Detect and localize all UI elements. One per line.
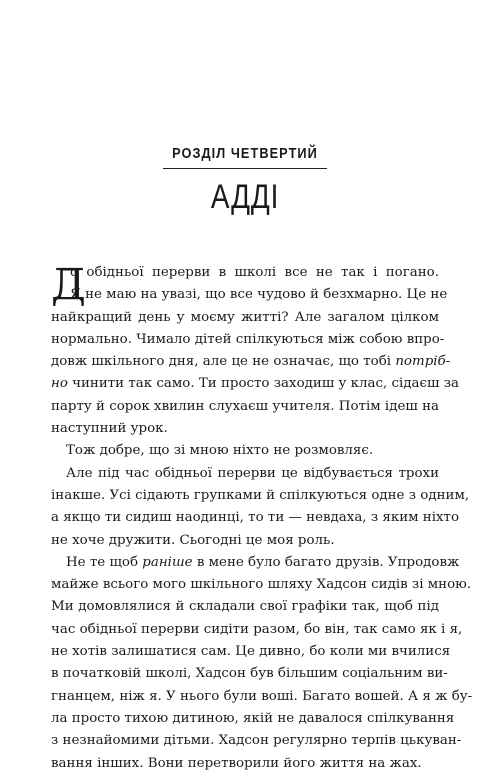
text-line: [51, 418, 439, 440]
italic-text: потріб-: [395, 354, 451, 370]
text-run: ла просто тихою дитиною, якій не давалося спілкування: [51, 710, 455, 726]
text-run: Але під час обідньої перерви це відбувається трохи: [66, 465, 439, 481]
text-run: о обідньої перерви в школі все не так і погано.: [70, 265, 439, 280]
text-line: [51, 307, 439, 329]
chapter-title: АДДІ: [210, 178, 280, 216]
text-line: [51, 396, 439, 418]
text-line: [51, 641, 451, 663]
text-run: чинити так само. Ти просто заходиш у клас, сідаєш за: [67, 376, 460, 392]
text-run: а якщо ти сидиш наодинці, то ти — невдаха, з яким ніхто: [51, 510, 460, 526]
italic-text: но: [51, 376, 68, 392]
text-run: в мене було багато друзів. Упродовж: [192, 554, 460, 570]
text-line: [51, 663, 448, 685]
text-line: [51, 753, 439, 775]
text-line: [51, 574, 472, 596]
text-line: [51, 552, 460, 574]
text-line: [51, 596, 439, 618]
italic-text: раніше: [142, 554, 193, 570]
text-line: [51, 708, 455, 730]
text-run: не хоче дружити. Сьогодні це моя роль.: [51, 532, 335, 548]
text-run: наступний урок.: [51, 421, 168, 437]
text-line: [51, 619, 463, 641]
text-run: гнанцем, ніж я. У нього були воші. Багато вошей. А я ж бу-: [51, 688, 473, 704]
text-run: Не те щоб: [66, 554, 143, 570]
text-run: майже всього мого шкільного шляху Хадсон сидів зі мною.: [51, 577, 472, 593]
text-line: [51, 485, 470, 507]
text-line: [51, 373, 460, 395]
chapter-divider: [163, 168, 327, 169]
text-run: інакше. Усі сідають групками й спілкуються одне з одним,: [51, 487, 470, 503]
text-run: нормально. Чимало дітей спілкуються між собою впро-: [51, 331, 445, 347]
drop-cap: Д: [51, 260, 86, 310]
text-run: найкращий день у моєму житті? Але загалом цілком: [51, 309, 439, 325]
text-line: [51, 329, 445, 351]
text-run: в початковій школі, Хадсон був більшим соціальним ви-: [51, 666, 448, 682]
text-run: парту й сорок хвилин слухаєш учителя. Потім ідеш на: [51, 398, 439, 414]
text-line: [51, 262, 439, 284]
text-run: час обідньої перерви сидіти разом, бо він, так само як і я,: [51, 621, 463, 637]
text-line: [51, 730, 462, 752]
text-run: довж шкільного дня, але це не означає, що тобі: [51, 354, 396, 370]
text-run: Я не маю на увазі, що все чудово й безхмарно. Це не: [70, 287, 448, 303]
text-line: [51, 284, 448, 306]
text-run: Ми домовлялися й складали свої графіки так, щоб під: [51, 599, 439, 615]
text-line: [51, 463, 439, 485]
body-text: [51, 260, 473, 775]
text-run: не хотів залишатися сам. Це дивно, бо коли ми вчилися: [51, 644, 451, 660]
text-line: [51, 440, 439, 462]
text-line: [51, 351, 451, 373]
text-run: вання інших. Вони перетворили його життя на жах.: [51, 755, 422, 771]
text-run: з незнайомими дітьми. Хадсон регулярно терпів цькуван-: [51, 733, 462, 749]
text-line: [51, 686, 473, 708]
chapter-label: РОЗДІЛ ЧЕТВЕРТИЙ: [172, 146, 318, 162]
text-line: [51, 530, 439, 552]
text-run: Тож добре, що зі мною ніхто не розмовляє.: [66, 443, 374, 459]
text-line: [51, 507, 460, 529]
